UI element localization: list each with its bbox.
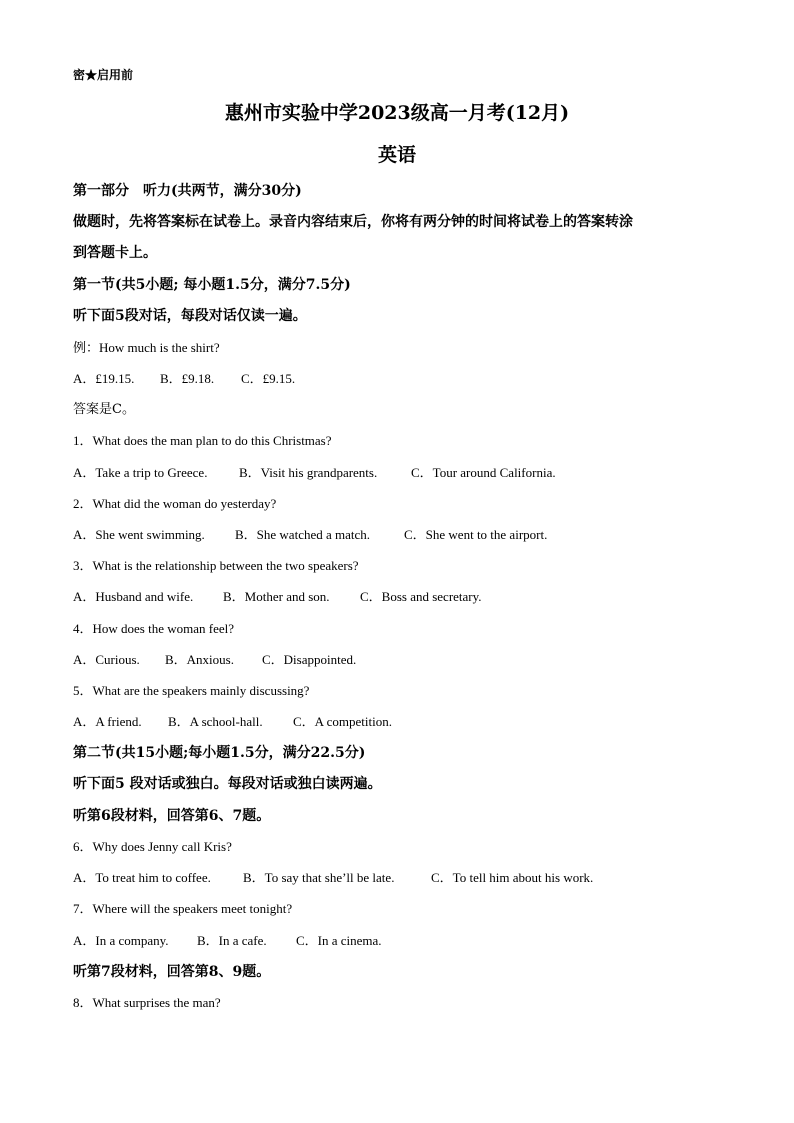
option-c: C．She went to the airport.	[404, 527, 548, 542]
question-1-options	[73, 466, 556, 479]
option-b: B．A school-hall.	[168, 714, 263, 729]
option-a: A．In a company.	[73, 933, 169, 948]
question-4-options	[73, 653, 356, 666]
example-option-c: C．£9.15.	[241, 371, 296, 386]
section2-heading: 第二节(共15小题;每小题1.5分，满分22.5分)	[73, 745, 366, 761]
option-a: A．A friend.	[73, 714, 142, 729]
option-b: B．Mother and son.	[223, 589, 330, 604]
page-title: 惠州市实验中学2023级高一月考(12月)	[224, 102, 570, 124]
question-8: 8．What surprises the man?	[73, 995, 221, 1010]
option-c: C．A competition.	[293, 714, 392, 729]
option-a: A．Curious.	[73, 652, 140, 667]
option-a: A．To treat him to coffee.	[73, 870, 211, 885]
option-c: C．To tell him about his work.	[431, 870, 594, 885]
question-5-options	[73, 715, 392, 728]
option-b: B．She watched a match.	[235, 527, 371, 542]
material-6-heading: 听第6段材料，回答第6、7题。	[73, 808, 271, 824]
secret-label: 密★启用前	[73, 68, 134, 82]
part1-heading: 第一部分 听力(共两节，满分30分)	[73, 183, 302, 199]
question-2-options	[73, 528, 547, 541]
section1-heading: 第一节(共5小题; 每小题1.5分，满分7.5分)	[73, 277, 351, 293]
question-5: 5．What are the speakers mainly discussing?	[73, 683, 310, 698]
option-b: B．Anxious.	[165, 652, 234, 667]
option-a: A．Take a trip to Greece.	[73, 465, 208, 480]
option-c: C．Tour around California.	[411, 465, 556, 480]
part1-instruction-line1: 做题时，先将答案标在试卷上。录音内容结束后，你将有两分钟的时间将试卷上的答案转涂	[73, 214, 633, 230]
example-answer: 答案是C。	[73, 402, 135, 417]
question-3: 3．What is the relationship between the two speakers?	[73, 558, 359, 573]
question-6: 6．Why does Jenny call Kris?	[73, 839, 232, 854]
subject-title: 英语	[377, 144, 416, 166]
option-b: B．Visit his grandparents.	[239, 465, 378, 480]
option-a: A．Husband and wife.	[73, 589, 194, 604]
section1-instruction: 听下面5段对话，每段对话仅读一遍。	[73, 308, 307, 324]
example-option-b: B．£9.18.	[160, 371, 215, 386]
material-7-heading: 听第7段材料，回答第8、9题。	[73, 964, 271, 980]
option-b: B．In a cafe.	[197, 933, 267, 948]
option-c: C．Disappointed.	[262, 652, 357, 667]
example-options	[73, 372, 295, 385]
example-option-a: A．£19.15.	[73, 371, 135, 386]
question-7-options	[73, 934, 382, 947]
question-1: 1．What does the man plan to do this Christmas?	[73, 433, 332, 448]
part1-instruction-line2: 到答题卡上。	[73, 245, 157, 261]
question-7: 7．Where will the speakers meet tonight?	[73, 901, 293, 916]
question-6-options	[73, 871, 593, 884]
section2-instruction: 听下面5 段对话或独白。每段对话或独白读两遍。	[73, 776, 382, 792]
question-2: 2．What did the woman do yesterday?	[73, 496, 277, 511]
example-question: 例：How much is the shirt?	[73, 340, 220, 355]
option-b: B．To say that she’ll be late.	[243, 870, 395, 885]
option-c: C．In a cinema.	[296, 933, 382, 948]
option-c: C．Boss and secretary.	[360, 589, 482, 604]
question-4: 4．How does the woman feel?	[73, 621, 235, 636]
option-a: A．She went swimming.	[73, 527, 205, 542]
question-3-options	[73, 590, 482, 603]
